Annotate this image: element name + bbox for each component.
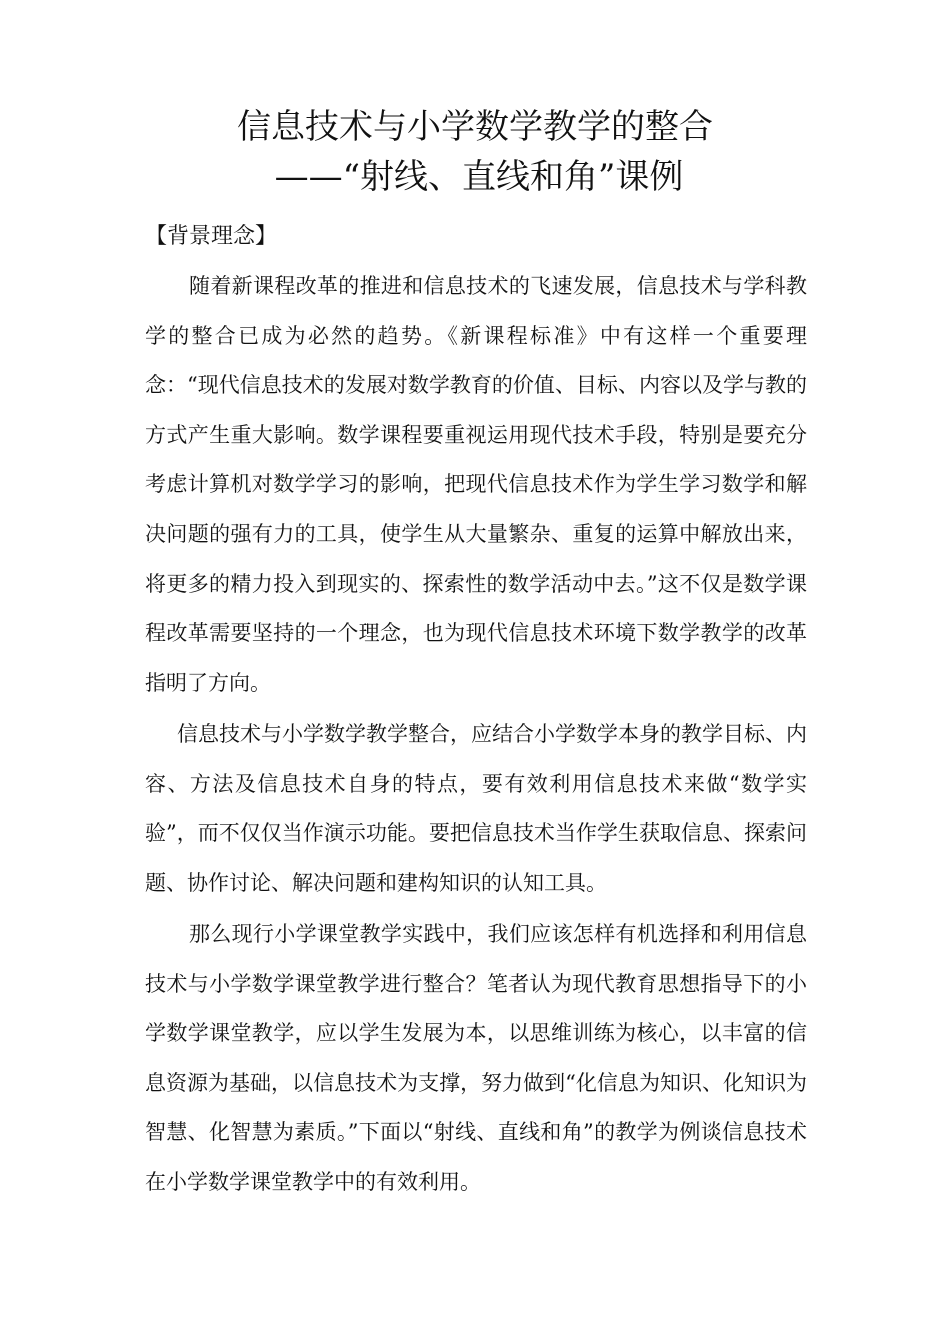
paragraph-2: 信息技术与小学数学教学整合，应结合小学数学本身的教学目标、内容、方法及信息技术自身的特点，要有效利用信息技术来做“数学实验”，而不仅仅当作演示功能。要把信息技术当作学生获取信息、探索问题、协作讨论、解决问题和建构知识的认知工具。 xyxy=(145,722,807,895)
document-subtitle: ——“射线、直线和角”课例 xyxy=(274,157,684,197)
paragraph-1: 随着新课程改革的推进和信息技术的飞速发展，信息技术与学科教学的整合已成为必然的趋势。《新课程标准》中有这样一个重要理念：“现代信息技术的发展对数学教育的价值、目标、内容以及学与教的方式产生重大影响。数学课程要重视运用现代技术手段，特别是要充分考虑计算机对数学学习的影响，把现代信息技术作为学生学习数学和解决问题的强有力的工具，使学生从大量繁杂、重复的运算中解放出来，将更多的精力投入到现实的、探索性的数学活动中去。”这不仅是数学课程改革需要坚持的一个理念，也为现代信息技术环境下数学教学的改革指明了方向。 xyxy=(145,274,807,695)
section-heading: 【背景理念】 xyxy=(145,224,278,249)
title-block xyxy=(145,102,805,202)
paragraph-3: 那么现行小学课堂教学实践中，我们应该怎样有机选择和利用信息技术与小学数学课堂教学进行整合？笔者认为现代教育思想指导下的小学数学课堂教学，应以学生发展为本，以思维训练为核心，以丰富的信息资源为基础，以信息技术为支撑，努力做到“化信息为知识、化知识为智慧、化智慧为素质。”下面以“射线、直线和角”的教学为例谈信息技术在小学数学课堂教学中的有效利用。 xyxy=(145,922,807,1194)
document-title: 信息技术与小学数学教学的整合 xyxy=(237,107,713,147)
